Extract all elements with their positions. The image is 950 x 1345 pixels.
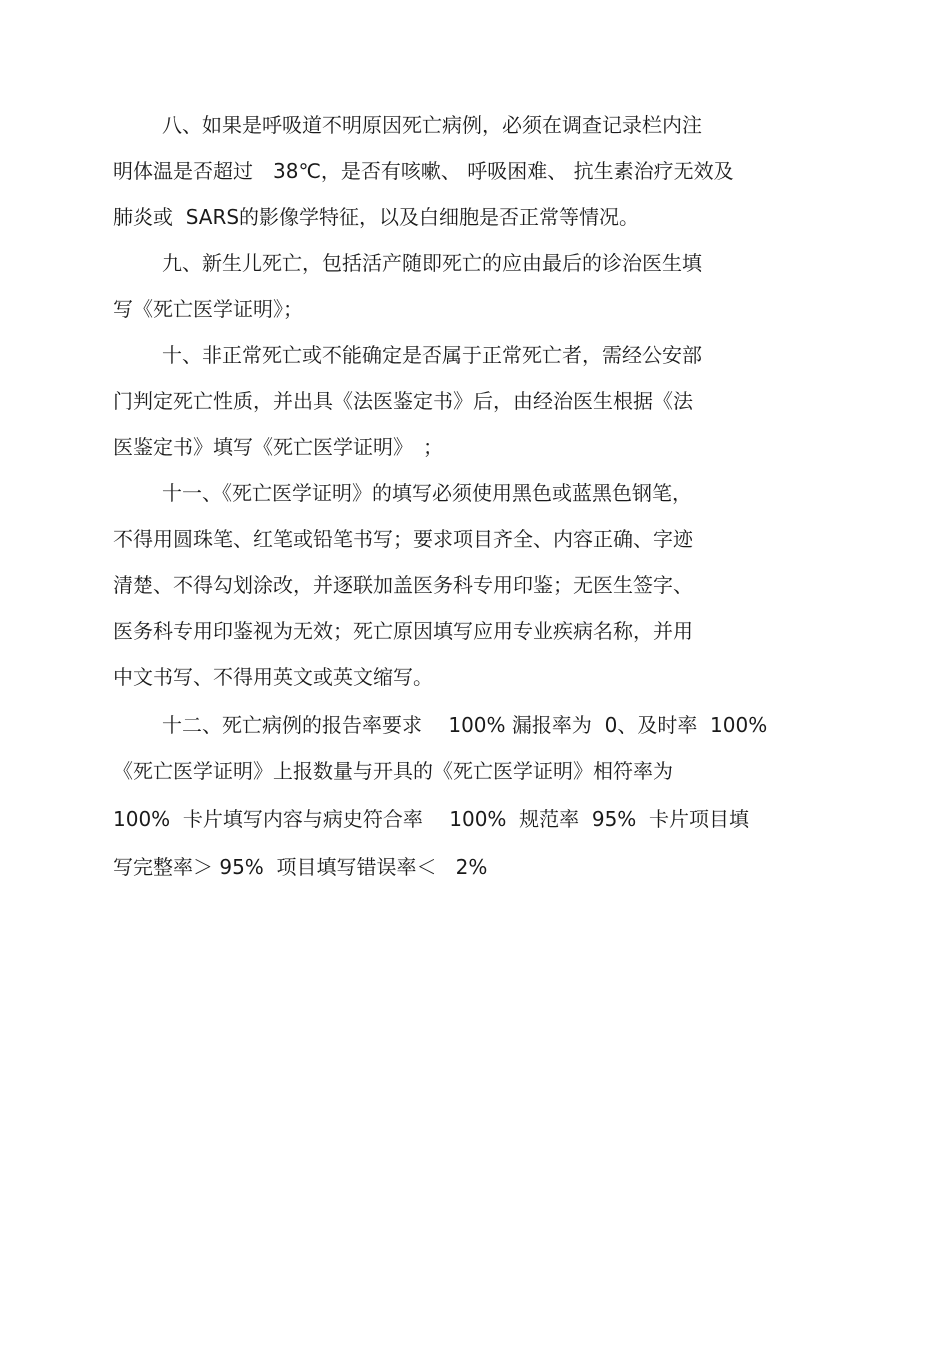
para-8-line-3: 肺炎或 SARS的影像学特征，以及白细胞是否正常等情况。 xyxy=(113,205,640,229)
para-8-line-2: 明体温是否超过 38℃，是否有咳嗽、 呼吸困难、 抗生素治疗无效及 xyxy=(113,159,734,183)
para-9-line-1: 九、新生儿死亡，包括活产随即死亡的应由最后的诊治医生填 xyxy=(162,251,702,275)
para-12-line-1: 十二、死亡病例的报告率要求 100% 漏报率为 0、及时率 100% xyxy=(162,713,768,737)
para-11-line-2: 不得用圆珠笔、红笔或铅笔书写；要求项目齐全、内容正确、字迹 xyxy=(113,527,693,551)
para-10-line-2: 门判定死亡性质，并出具《法医鉴定书》后，由经治医生根据《法 xyxy=(113,389,693,413)
para-11-line-1: 十一、《死亡医学证明》的填写必须使用黑色或蓝黑色钢笔， xyxy=(162,481,692,505)
para-12-line-2: 《死亡医学证明》上报数量与开具的《死亡医学证明》相符率为 xyxy=(113,759,673,783)
para-12-line-3: 100% 卡片填写内容与病史符合率 100% 规范率 95% 卡片项目填 xyxy=(113,807,750,831)
para-9-line-2: 写《死亡医学证明》； xyxy=(113,297,303,321)
para-11-line-5: 中文书写、不得用英文或英文缩写。 xyxy=(113,665,433,689)
para-11-line-4: 医务科专用印鉴视为无效；死亡原因填写应用专业疾病名称，并用 xyxy=(113,619,693,643)
para-10-line-1: 十、非正常死亡或不能确定是否属于正常死亡者，需经公安部 xyxy=(162,343,702,367)
para-8-line-1: 八、如果是呼吸道不明原因死亡病例，必须在调查记录栏内注 xyxy=(162,113,702,137)
para-11-line-3: 清楚、不得勾划涂改，并逐联加盖医务科专用印鉴；无医生签字、 xyxy=(113,573,693,597)
para-12-line-4: 写完整率＞ 95% 项目填写错误率＜ 2% xyxy=(113,855,488,879)
para-10-line-3: 医鉴定书》填写《死亡医学证明》 ； xyxy=(113,435,443,459)
